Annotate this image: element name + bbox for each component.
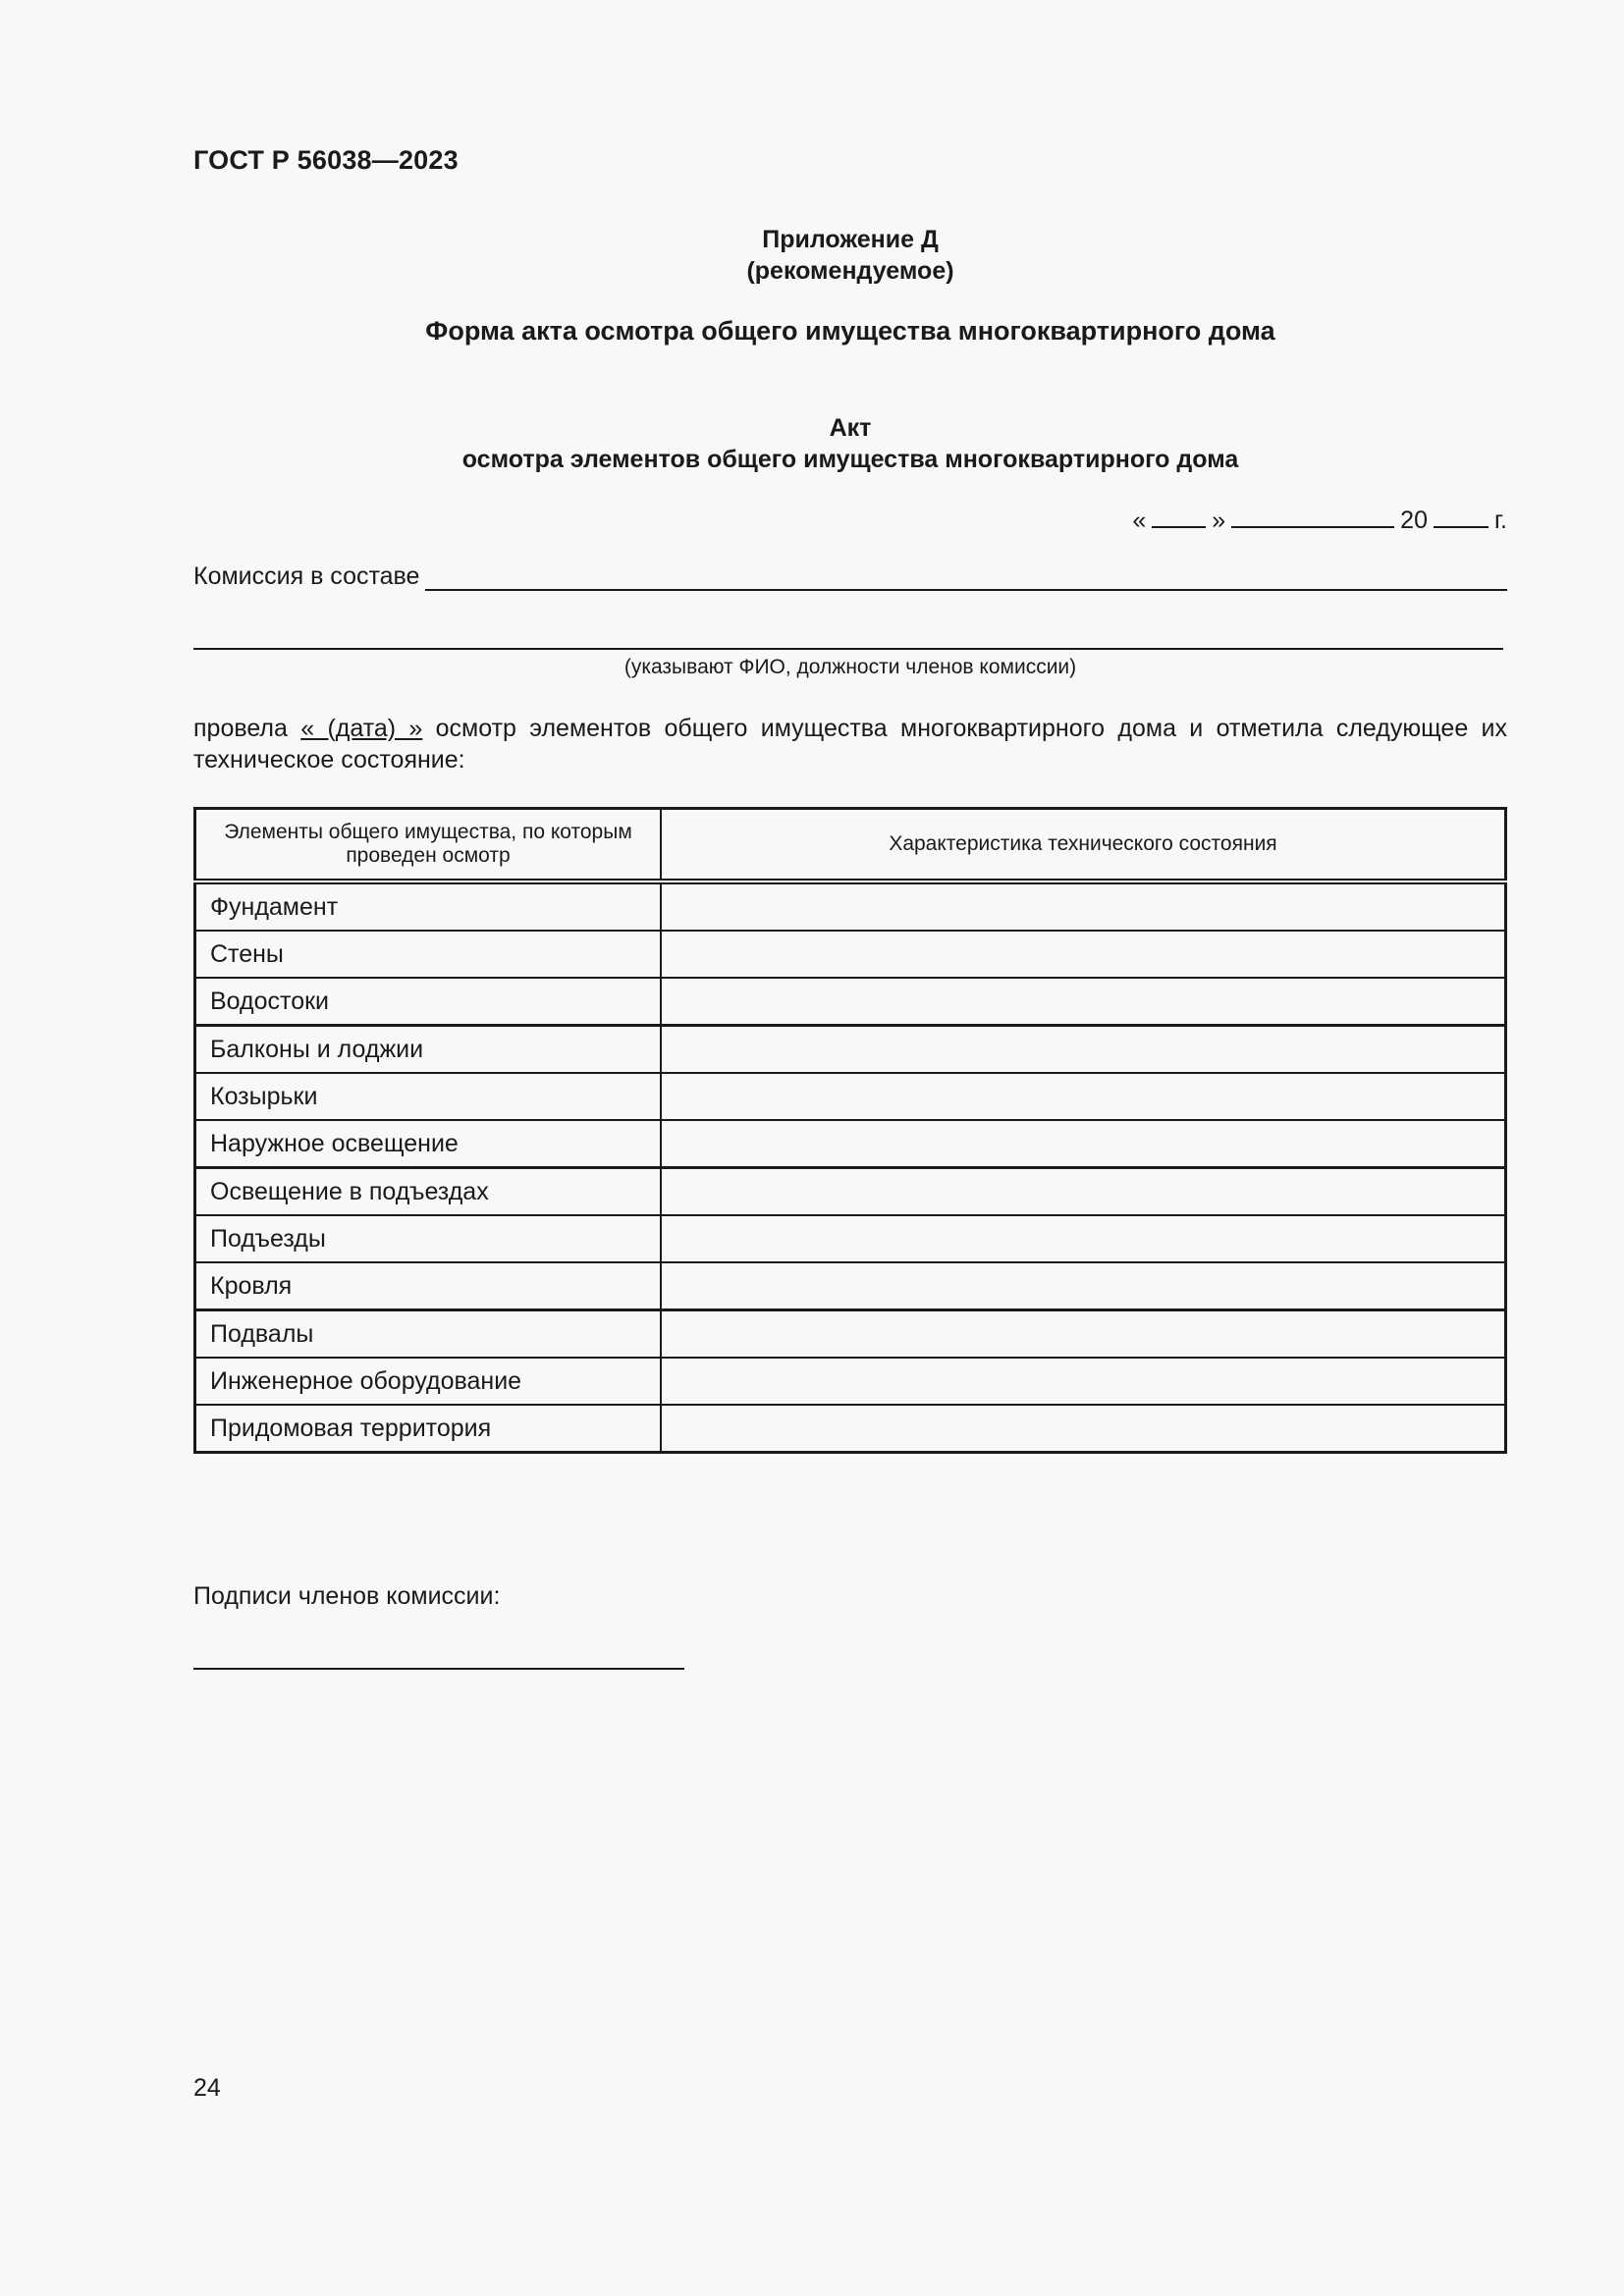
commission-blank[interactable] (425, 561, 1507, 591)
appendix-title: Приложение Д (762, 226, 939, 253)
appendix-subtitle: (рекомендуемое) (746, 257, 954, 285)
condition-cell[interactable] (661, 1405, 1506, 1453)
act-title: Акт (829, 414, 872, 442)
element-cell: Освещение в подъездах (195, 1168, 662, 1216)
condition-cell[interactable] (661, 1358, 1506, 1405)
condition-cell[interactable] (661, 1026, 1506, 1074)
close-quote: » (1212, 507, 1226, 534)
element-cell: Наружное освещение (195, 1120, 662, 1168)
table-row (195, 1120, 1506, 1168)
condition-cell[interactable] (661, 1073, 1506, 1120)
month-blank[interactable] (1231, 503, 1394, 528)
appendix-heading (193, 224, 1507, 287)
header-elements: Элементы общего имущества, по которым проведен осмотр (195, 809, 662, 882)
element-cell: Подъезды (195, 1215, 662, 1262)
table-row (195, 1168, 1506, 1216)
form-title: Форма акта осмотра общего имущества многоквартирного дома (425, 316, 1275, 346)
element-cell: Водостоки (195, 978, 662, 1026)
inspection-paragraph (193, 713, 1507, 775)
condition-cell[interactable] (661, 978, 1506, 1026)
table-row (195, 1215, 1506, 1262)
table-row (195, 1073, 1506, 1120)
condition-cell[interactable] (661, 1120, 1506, 1168)
condition-cell[interactable] (661, 1168, 1506, 1216)
inspection-table (193, 807, 1507, 1454)
table-row (195, 881, 1506, 931)
document-code: ГОСТ Р 56038—2023 (193, 145, 459, 175)
commission-caption: (указывают ФИО, должности членов комиссии) (623, 656, 1077, 678)
element-cell: Инженерное оборудование (195, 1358, 662, 1405)
table-row (195, 1310, 1506, 1359)
act-heading (193, 412, 1507, 475)
open-quote: « (1132, 507, 1147, 534)
commission-row (193, 561, 1507, 591)
condition-cell[interactable] (661, 931, 1506, 978)
day-blank[interactable] (1152, 503, 1206, 528)
element-cell: Придомовая территория (195, 1405, 662, 1453)
page-number: 24 (193, 2074, 221, 2102)
element-cell: Фундамент (195, 881, 662, 931)
header-condition: Характеристика технического состояния (661, 809, 1506, 882)
signature-line[interactable] (193, 1668, 684, 1670)
signatures-label: Подписи членов комиссии: (193, 1582, 501, 1610)
year-suffix: г. (1493, 507, 1507, 534)
date-line (1132, 503, 1507, 535)
table-row (195, 1405, 1506, 1453)
condition-cell[interactable] (661, 1310, 1506, 1359)
condition-cell[interactable] (661, 881, 1506, 931)
commission-label: Комиссия в составе (193, 562, 420, 590)
table-row (195, 1026, 1506, 1074)
date-placeholder: « (дата) » (300, 715, 423, 742)
paragraph-after: осмотр элементов общего имущества многоквартирного дома и отметила следующее их техническое состояние: (193, 715, 1508, 774)
condition-cell[interactable] (661, 1262, 1506, 1310)
table-row (195, 1262, 1506, 1310)
element-cell: Стены (195, 931, 662, 978)
act-subtitle: осмотра элементов общего имущества многоквартирного дома (461, 446, 1239, 473)
century-label: 20 (1400, 507, 1428, 534)
table-row (195, 1358, 1506, 1405)
element-cell: Балконы и лоджии (195, 1026, 662, 1074)
table-row (195, 978, 1506, 1026)
commission-blank-line-2[interactable] (193, 648, 1503, 650)
table-row (195, 931, 1506, 978)
element-cell: Козырьки (195, 1073, 662, 1120)
element-cell: Подвалы (195, 1310, 662, 1359)
element-cell: Кровля (195, 1262, 662, 1310)
condition-cell[interactable] (661, 1215, 1506, 1262)
table-header-row (195, 809, 1506, 882)
paragraph-before: провела (193, 715, 301, 742)
year-blank[interactable] (1434, 503, 1489, 528)
